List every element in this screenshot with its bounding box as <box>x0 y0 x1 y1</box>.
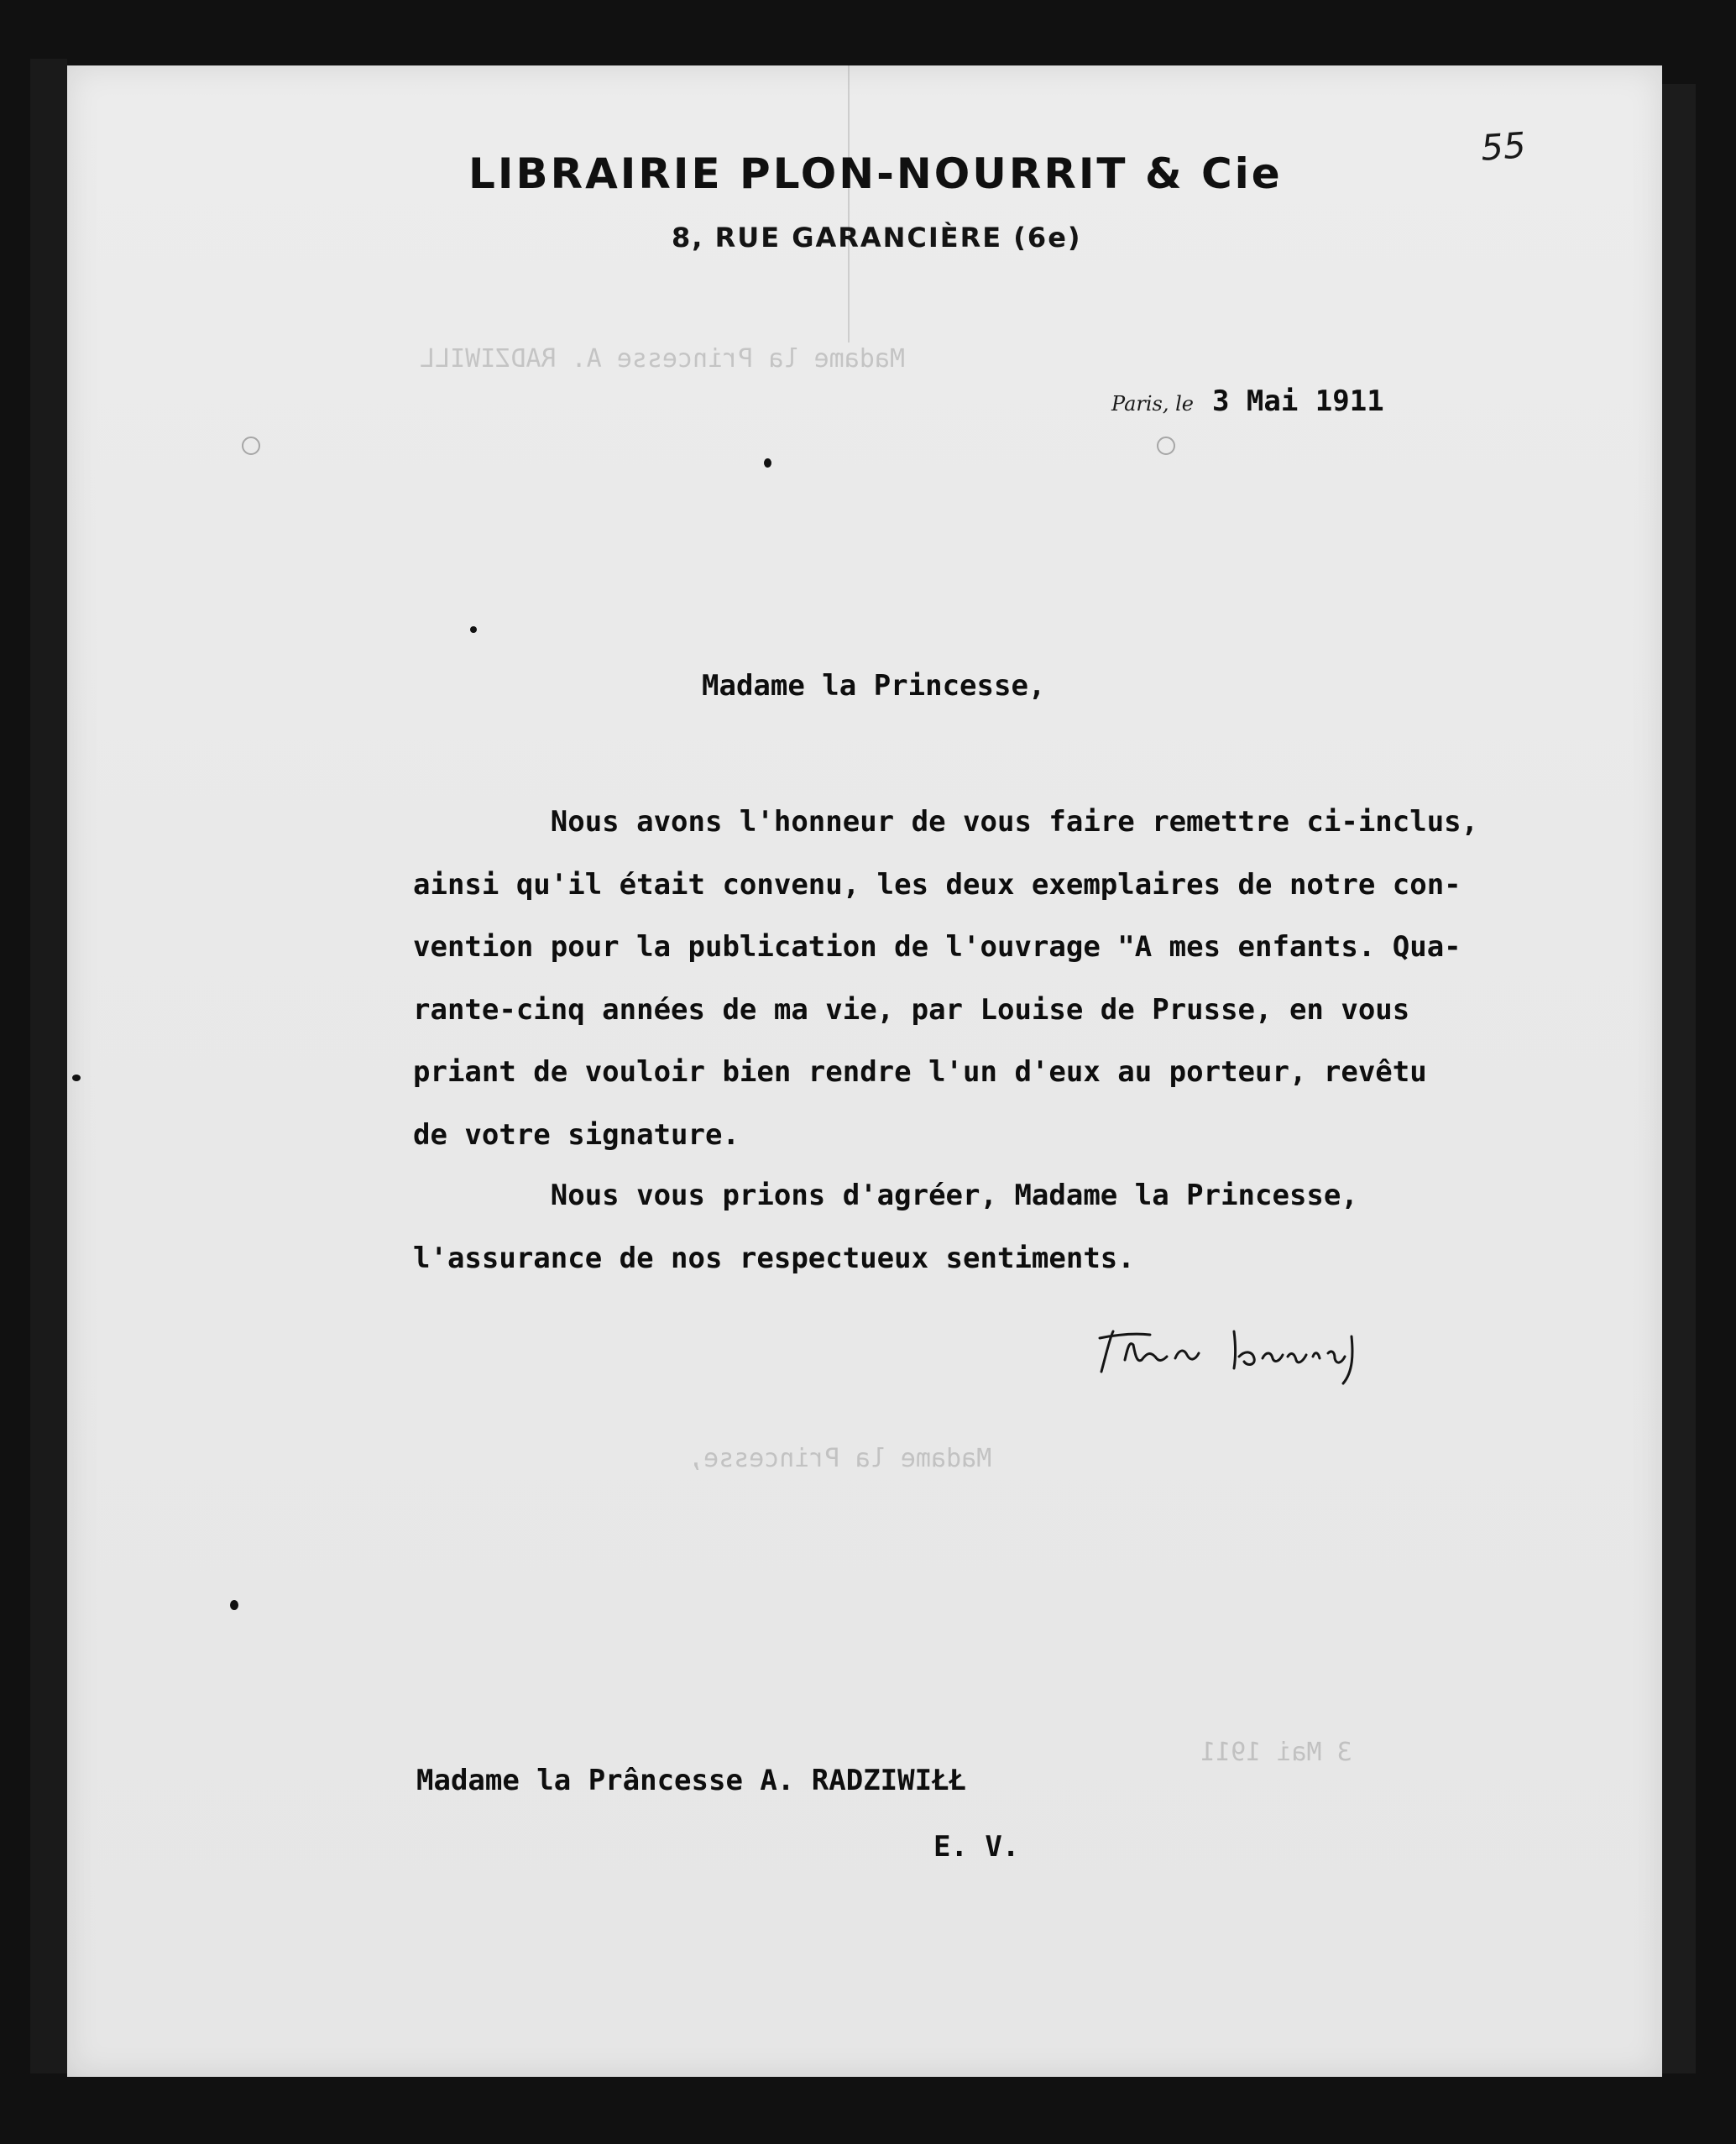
date-place: Paris, le <box>1111 392 1194 416</box>
show-through-text: Madame la Princesse A. RADZIWILL <box>420 344 905 374</box>
body-paragraph-1: Nous avons l'honneur de vous faire remettre ci-inclus, ainsi qu'il était convenu, les deux exemplaires de notre con- vention pour la publication de l'ouvrage "A mes enfants. Qua- rante-cinq années de ma vie, par Louise de Prusse, en vous priant de vouloir bien rendre l'un d'eux au porteur, revêtu de votre signature. <box>413 805 1479 1152</box>
handwritten-signature <box>1091 1320 1410 1387</box>
folio-number: 55 <box>1479 124 1528 169</box>
date-line <box>1111 384 1384 418</box>
ink-speck <box>230 1600 238 1610</box>
ink-speck <box>72 1075 81 1081</box>
show-through-text: 3 Mai 1911 <box>1200 1738 1352 1767</box>
punch-hole-ring <box>1157 437 1175 455</box>
punch-hole-ring <box>242 437 260 455</box>
letterhead-company: LIBRAIRIE PLON-NOURRIT & Cie <box>468 149 1283 198</box>
salutation: Madame la Princesse, <box>702 669 1046 703</box>
body-paragraph-2: Nous vous prions d'agréer, Madame la Princesse, l'assurance de nos respectueux sentiments. <box>413 1179 1358 1275</box>
scan-edge-left <box>30 59 67 2073</box>
recipient-suffix: E. V. <box>933 1830 1020 1864</box>
recipient-name: Madame la Prâncesse A. RADZIWIŁŁ <box>416 1764 967 1797</box>
ink-speck <box>764 458 771 468</box>
ink-speck <box>470 626 477 633</box>
show-through-text: Madame la Princesse, <box>688 1444 992 1473</box>
scan-edge-right <box>1662 84 1696 2073</box>
paper-fold-line <box>848 65 850 343</box>
date-value: 3 Mai 1911 <box>1211 384 1384 418</box>
letterhead-address: 8, RUE GARANCIÈRE (6e) <box>672 222 1082 254</box>
